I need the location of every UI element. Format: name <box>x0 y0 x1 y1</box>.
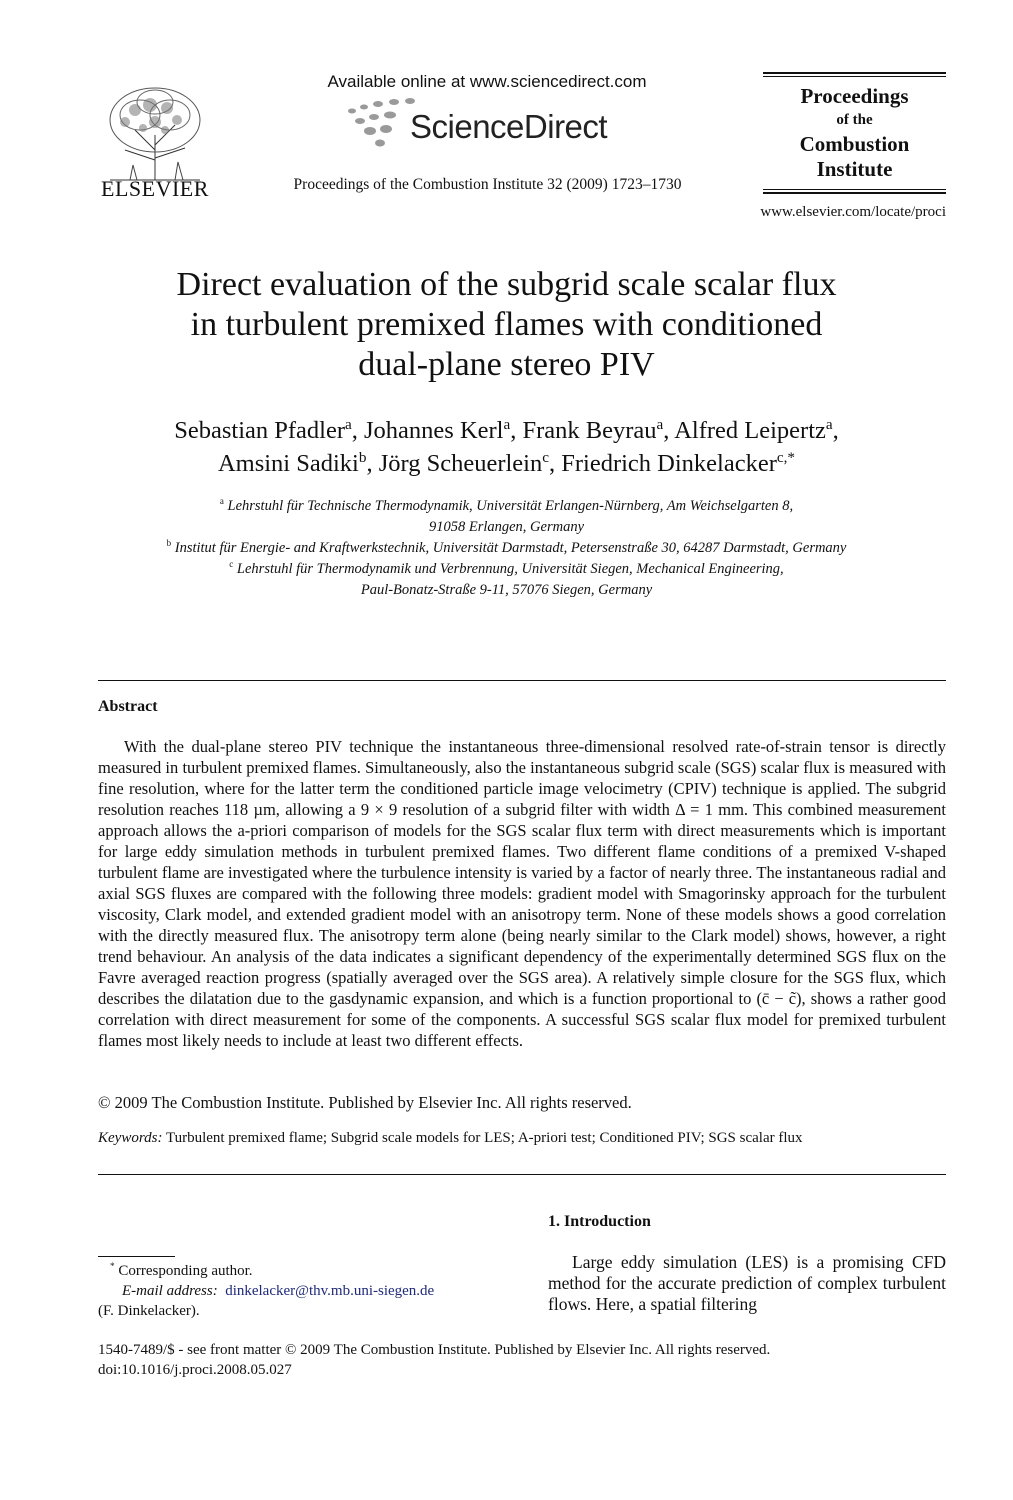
email-label: E-mail address: <box>122 1283 218 1299</box>
affiliation-text: 91058 Erlangen, Germany <box>428 519 585 535</box>
abstract-heading: Abstract <box>98 698 158 715</box>
section-heading: 1. Introduction <box>548 1213 651 1230</box>
affiliation-text: Institut für Energie- and Kraftwerkstechnik, Universität Darmstadt, Petersenstraße 30, 64287 Darmstadt, Germany <box>174 540 847 556</box>
journal-box-line: Proceedings <box>800 84 909 108</box>
affiliations <box>90 496 923 601</box>
journal-url[interactable]: www.elsevier.com/locate/proci <box>760 204 946 220</box>
affiliation-text: Lehrstuhl für Thermodynamik und Verbrennung, Universität Siegen, Mechanical Engineering, <box>236 561 784 577</box>
journal-title-box <box>763 72 946 194</box>
journal-box-line: Institute <box>816 157 893 181</box>
journal-box-line: of the <box>836 112 873 128</box>
publisher-wordmark: ELSEVIER <box>101 176 209 201</box>
journal-box-line: Combustion <box>799 132 910 156</box>
author-name: Jörg Scheuerlein <box>378 450 543 477</box>
affiliation-mark: c <box>229 559 234 570</box>
keywords <box>98 1130 946 1147</box>
abstract-text: With the dual-plane stereo PIV technique the instantaneous three-dimensional resolved rate-of-strain tensor is directly measured in turbulent premixed flames. Simultaneously, also the instantaneous subgrid scale (SGS) scalar flux is measured with fine resolution, where for the latter term the conditioned particle image velocimetry (CPIV) technique is applied. The subgrid resolution reaches 118 µm, allowing a 9 × 9 resolution of a subgrid filter with width Δ = 1 mm. This combined measurement approach allows the a-priori comparison of models for the SGS scalar flux term with direct measurements which is important for large eddy simulation methods in turbulent premixed flames. Two different flame conditions of a premixed V-shaped turbulent flame are investigated where the turbulence intensity is varied by a factor of nearly three. The instantaneous radial and axial SGS fluxes are compared with the following three models: gradient model with Smagorinsky approach for the turbulent viscosity, Clark model, and extended gradient model with an anisotropy term. None of these models shows a good correlation with the directly measured flux. The anisotropy term alone (being nearly similar to the Clark model) shows, however, a right trend behaviour. An analysis of the data indicates a significant dependency of the experimentally determined SGS flux on the Favre averaged reaction progress (spatially averaged over the SGS area). A relatively simple closure for the SGS flux, which describes the dilatation due to the gasdynamic expansion, and which is a function proportional to (c̄ − c̃), shows a rather good correlation with direct measurement for some of the components. A successful SGS scalar flux model for premixed turbulent flames most likely needs to include at least two different effects. <box>98 737 946 1050</box>
sciencedirect-wordmark: ScienceDirect <box>410 108 608 145</box>
author-name: Amsini Sadiki <box>217 450 359 477</box>
author-list: Sebastian Pfadler$^a$, Johannes Kerl$^a$, Frank Beyrau$^a$, Alfred Leipertz$^a$, Amsini Sadiki$^b$, Jörg Scheuerlein$^c$, Friedrich Dinkelacker$^{c,*}$ <box>174 415 839 477</box>
author-name: Frank Beyrau <box>522 417 657 444</box>
footnote-text: (F. Dinkelacker). <box>98 1303 200 1319</box>
author-name: Johannes Kerl <box>364 417 504 444</box>
section-text: Large eddy simulation (LES) is a promising CFD method for the accurate prediction of complex turbulent flows. Here, a spatial filtering <box>548 1252 946 1314</box>
affiliation-text: Lehrstuhl für Technische Thermodynamik, Universität Erlangen-Nürnberg, Am Weichselgarten 8, <box>227 498 794 514</box>
author-affiliation-mark: a <box>825 415 833 433</box>
abstract-copyright: © 2009 The Combustion Institute. Published by Elsevier Inc. All rights reserved. <box>98 1093 632 1112</box>
title-line: dual-plane stereo PIV <box>358 346 655 383</box>
footnote-divider <box>98 1256 175 1257</box>
email-link[interactable]: dinkelacker@thv.mb.uni-siegen.de <box>225 1283 435 1299</box>
journal-citation: Proceedings of the Combustion Institute 32 (2009) 1723–1730 <box>293 176 682 193</box>
title-line: in turbulent premixed flames with conditioned <box>190 306 823 343</box>
affiliation-text: Paul-Bonatz-Straße 9-11, 57076 Siegen, Germany <box>360 582 653 598</box>
author-name: Alfred Leipertz <box>674 417 826 444</box>
author-name: Sebastian Pfadler <box>174 417 346 444</box>
front-matter-info <box>98 1340 946 1380</box>
doi-line[interactable]: doi:10.1016/j.proci.2008.05.027 <box>98 1362 292 1378</box>
author-affiliation-mark: a <box>345 415 352 433</box>
author-name: Friedrich Dinkelacker <box>561 450 777 477</box>
footnote-text: Corresponding author. <box>118 1263 253 1279</box>
footnote <box>98 1261 518 1321</box>
divider <box>98 680 946 681</box>
affiliation-mark: a <box>219 496 224 507</box>
author-affiliation-mark: b <box>358 448 367 466</box>
author-affiliation-mark: a <box>503 415 511 433</box>
author-affiliation-mark: c,* <box>776 448 796 466</box>
article-title <box>100 265 913 385</box>
issn-line: 1540-7489/$ - see front matter © 2009 The Combustion Institute. Published by Elsevier Inc. All rights reserved. <box>98 1342 771 1358</box>
footnote-mark: * <box>110 1262 115 1272</box>
divider <box>98 1174 946 1175</box>
available-online-text: Available online at www.sciencedirect.com <box>327 72 647 91</box>
author-affiliation-mark: c <box>542 448 549 466</box>
title-line: Direct evaluation of the subgrid scale scalar flux <box>176 266 837 303</box>
keywords-label: Keywords: <box>98 1130 163 1146</box>
affiliation-mark: b <box>166 538 172 549</box>
author-affiliation-mark: a <box>656 415 664 433</box>
keywords-list: Turbulent premixed flame; Subgrid scale models for LES; A-priori test; Conditioned PIV; SGS scalar flux <box>165 1130 803 1146</box>
